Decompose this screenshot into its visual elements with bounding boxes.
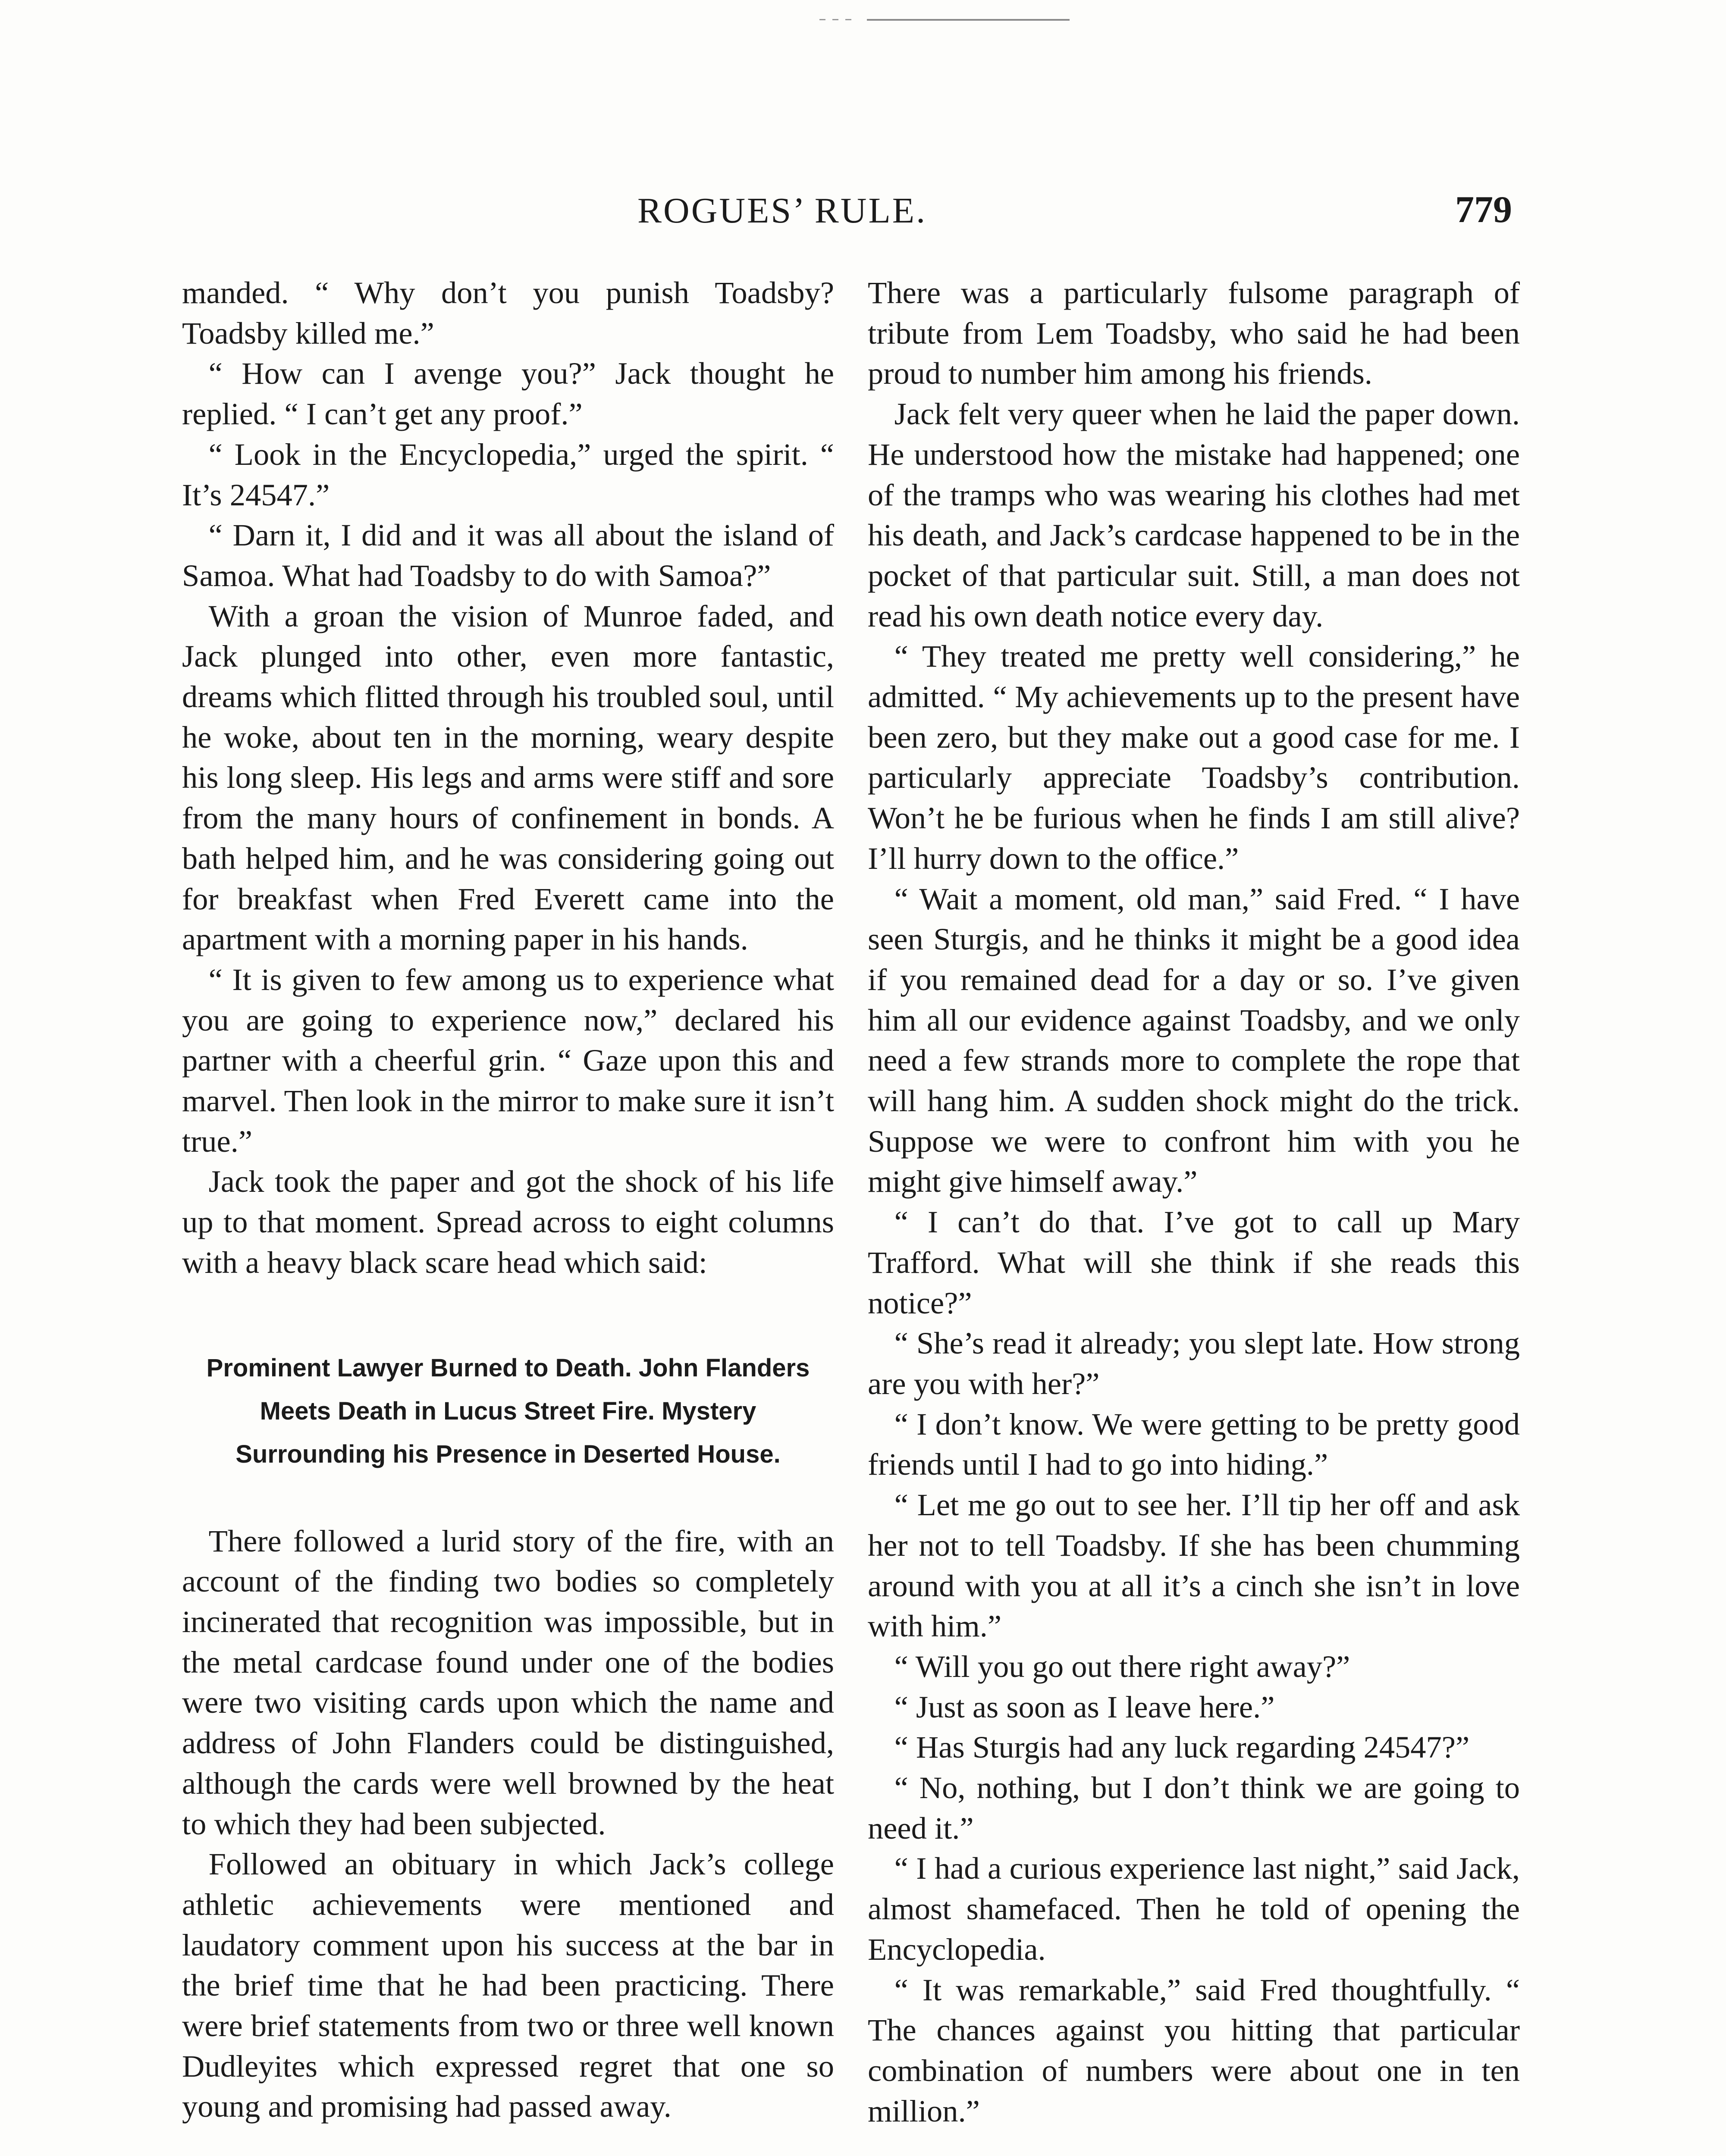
paragraph: “ It was remarkable,” said Fred thoughtfully. “ The chances against you hitting that particular combination of numbers were about one in ten million.”: [868, 1972, 1520, 2128]
left-column: [182, 273, 834, 2127]
paragraph: There followed a lurid story of the fire, with an account of the finding two bodies so completely incinerated that recognition was impossible, but in the metal cardcase found under one of the bodies were two visiting cards upon which the name and address of John Flanders could be distinguished, although the cards were well browned by the heat to which they had been subjected.: [182, 1523, 834, 1841]
newspaper-headline: Prominent Lawyer Burned to Death. John Flanders Meets Death in Lucus Street Fire. Mystery Surrounding his Presence in Deserted House.: [206, 1354, 810, 1468]
paragraph: “ Look in the Encyclopedia,” urged the spirit. “ It’s 24547.”: [182, 436, 834, 512]
paragraph: “ I can’t do that. I’ve got to call up Mary Trafford. What will she think if she reads this notice?”: [868, 1204, 1520, 1320]
paragraph: “ Just as soon as I leave here.”: [894, 1689, 1275, 1724]
paragraph: “ Wait a moment, old man,” said Fred. “ I have seen Sturgis, and he thinks it might be a good idea if you remained dead for a day or so. I’ve given him all our evidence against Toadsby, and we only need a few strands more to complete the rope that will hang him. A sudden shock might do the trick. Suppose we were to confront him with you he might give himself away.”: [868, 881, 1520, 1199]
paragraph: “ Will you go out there right away?”: [894, 1648, 1350, 1684]
running-head: ROGUES’ RULE.: [637, 191, 927, 231]
paragraph: “ I don’t know. We were getting to be pretty good friends until I had to go into hiding.”: [868, 1406, 1520, 1482]
paragraph: “ I had a curious experience last night,” said Jack, almost shamefaced. Then he told of opening the Encyclopedia.: [868, 1851, 1520, 1967]
page-number: 779: [1455, 189, 1512, 231]
paragraph: There was a particularly fulsome paragraph of tribute from Lem Toadsby, who said he had been proud to number him among his friends.: [868, 275, 1520, 391]
paragraph: manded. “ Why don’t you punish Toadsby? Toadsby killed me.”: [182, 275, 834, 351]
paragraph: With a groan the vision of Munroe faded, and Jack plunged into other, even more fantastic, dreams which flitted through his troubled soul, until he woke, about ten in the morning, weary despite his long sleep. His legs and arms were stiff and sore from the many hours of confinement in bonds. A bath helped him, and he was considering going out for breakfast when Fred Everett came into the apartment with a morning paper in his hands.: [182, 598, 834, 957]
paragraph: “ It is given to few among us to experience what you are going to experience now,” declared his partner with a cheerful grin. “ Gaze upon this and marvel. Then look in the mirror to make sure it isn’t true.”: [182, 962, 834, 1159]
paragraph: “ How can I avenge you?” Jack thought he replied. “ I can’t get any proof.”: [182, 356, 834, 432]
paragraph: “ No, nothing, but I don’t think we are going to need it.”: [868, 1770, 1520, 1846]
right-column: [868, 273, 1520, 2131]
top-rule: [867, 19, 1070, 21]
paragraph: “ She’s read it already; you slept late. How strong are you with her?”: [868, 1326, 1520, 1401]
paragraph: “ Let me go out to see her. I’ll tip her off and ask her not to tell Toadsby. If she has been chumming around with you at all it’s a cinch she isn’t in love with him.”: [868, 1487, 1520, 1644]
paragraph: “ Darn it, I did and it was all about the island of Samoa. What had Toadsby to do with Samoa?”: [182, 517, 834, 593]
paragraph: Jack felt very queer when he laid the paper down. He understood how the mistake had happened; one of the tramps who was wearing his clothes had met his death, and Jack’s cardcase happened to be in the pocket of that particular suit. Still, a man does not read his own death notice every day.: [868, 396, 1520, 633]
paragraph: “ Has Sturgis had any luck regarding 24547?”: [894, 1730, 1470, 1765]
paragraph: Followed an obituary in which Jack’s college athletic achievements were mentioned and laudatory comment upon his success at the bar in the brief time that he had been practicing. There were brief statements from two or three well known Dudleyites which expressed regret that one so young and promising had passed away.: [182, 1846, 834, 2124]
top-rule-dots: [819, 19, 858, 20]
paragraph: “ They treated me pretty well considering,” he admitted. “ My achievements up to the present have been zero, but they make out a good case for me. I particularly appreciate Toadsby’s contribution. Won’t he be furious when he finds I am still alive? I’ll hurry down to the office.”: [868, 639, 1520, 876]
paragraph: Jack took the paper and got the shock of his life up to that moment. Spread across to eight columns with a heavy black scare head which said:: [182, 1164, 834, 1280]
